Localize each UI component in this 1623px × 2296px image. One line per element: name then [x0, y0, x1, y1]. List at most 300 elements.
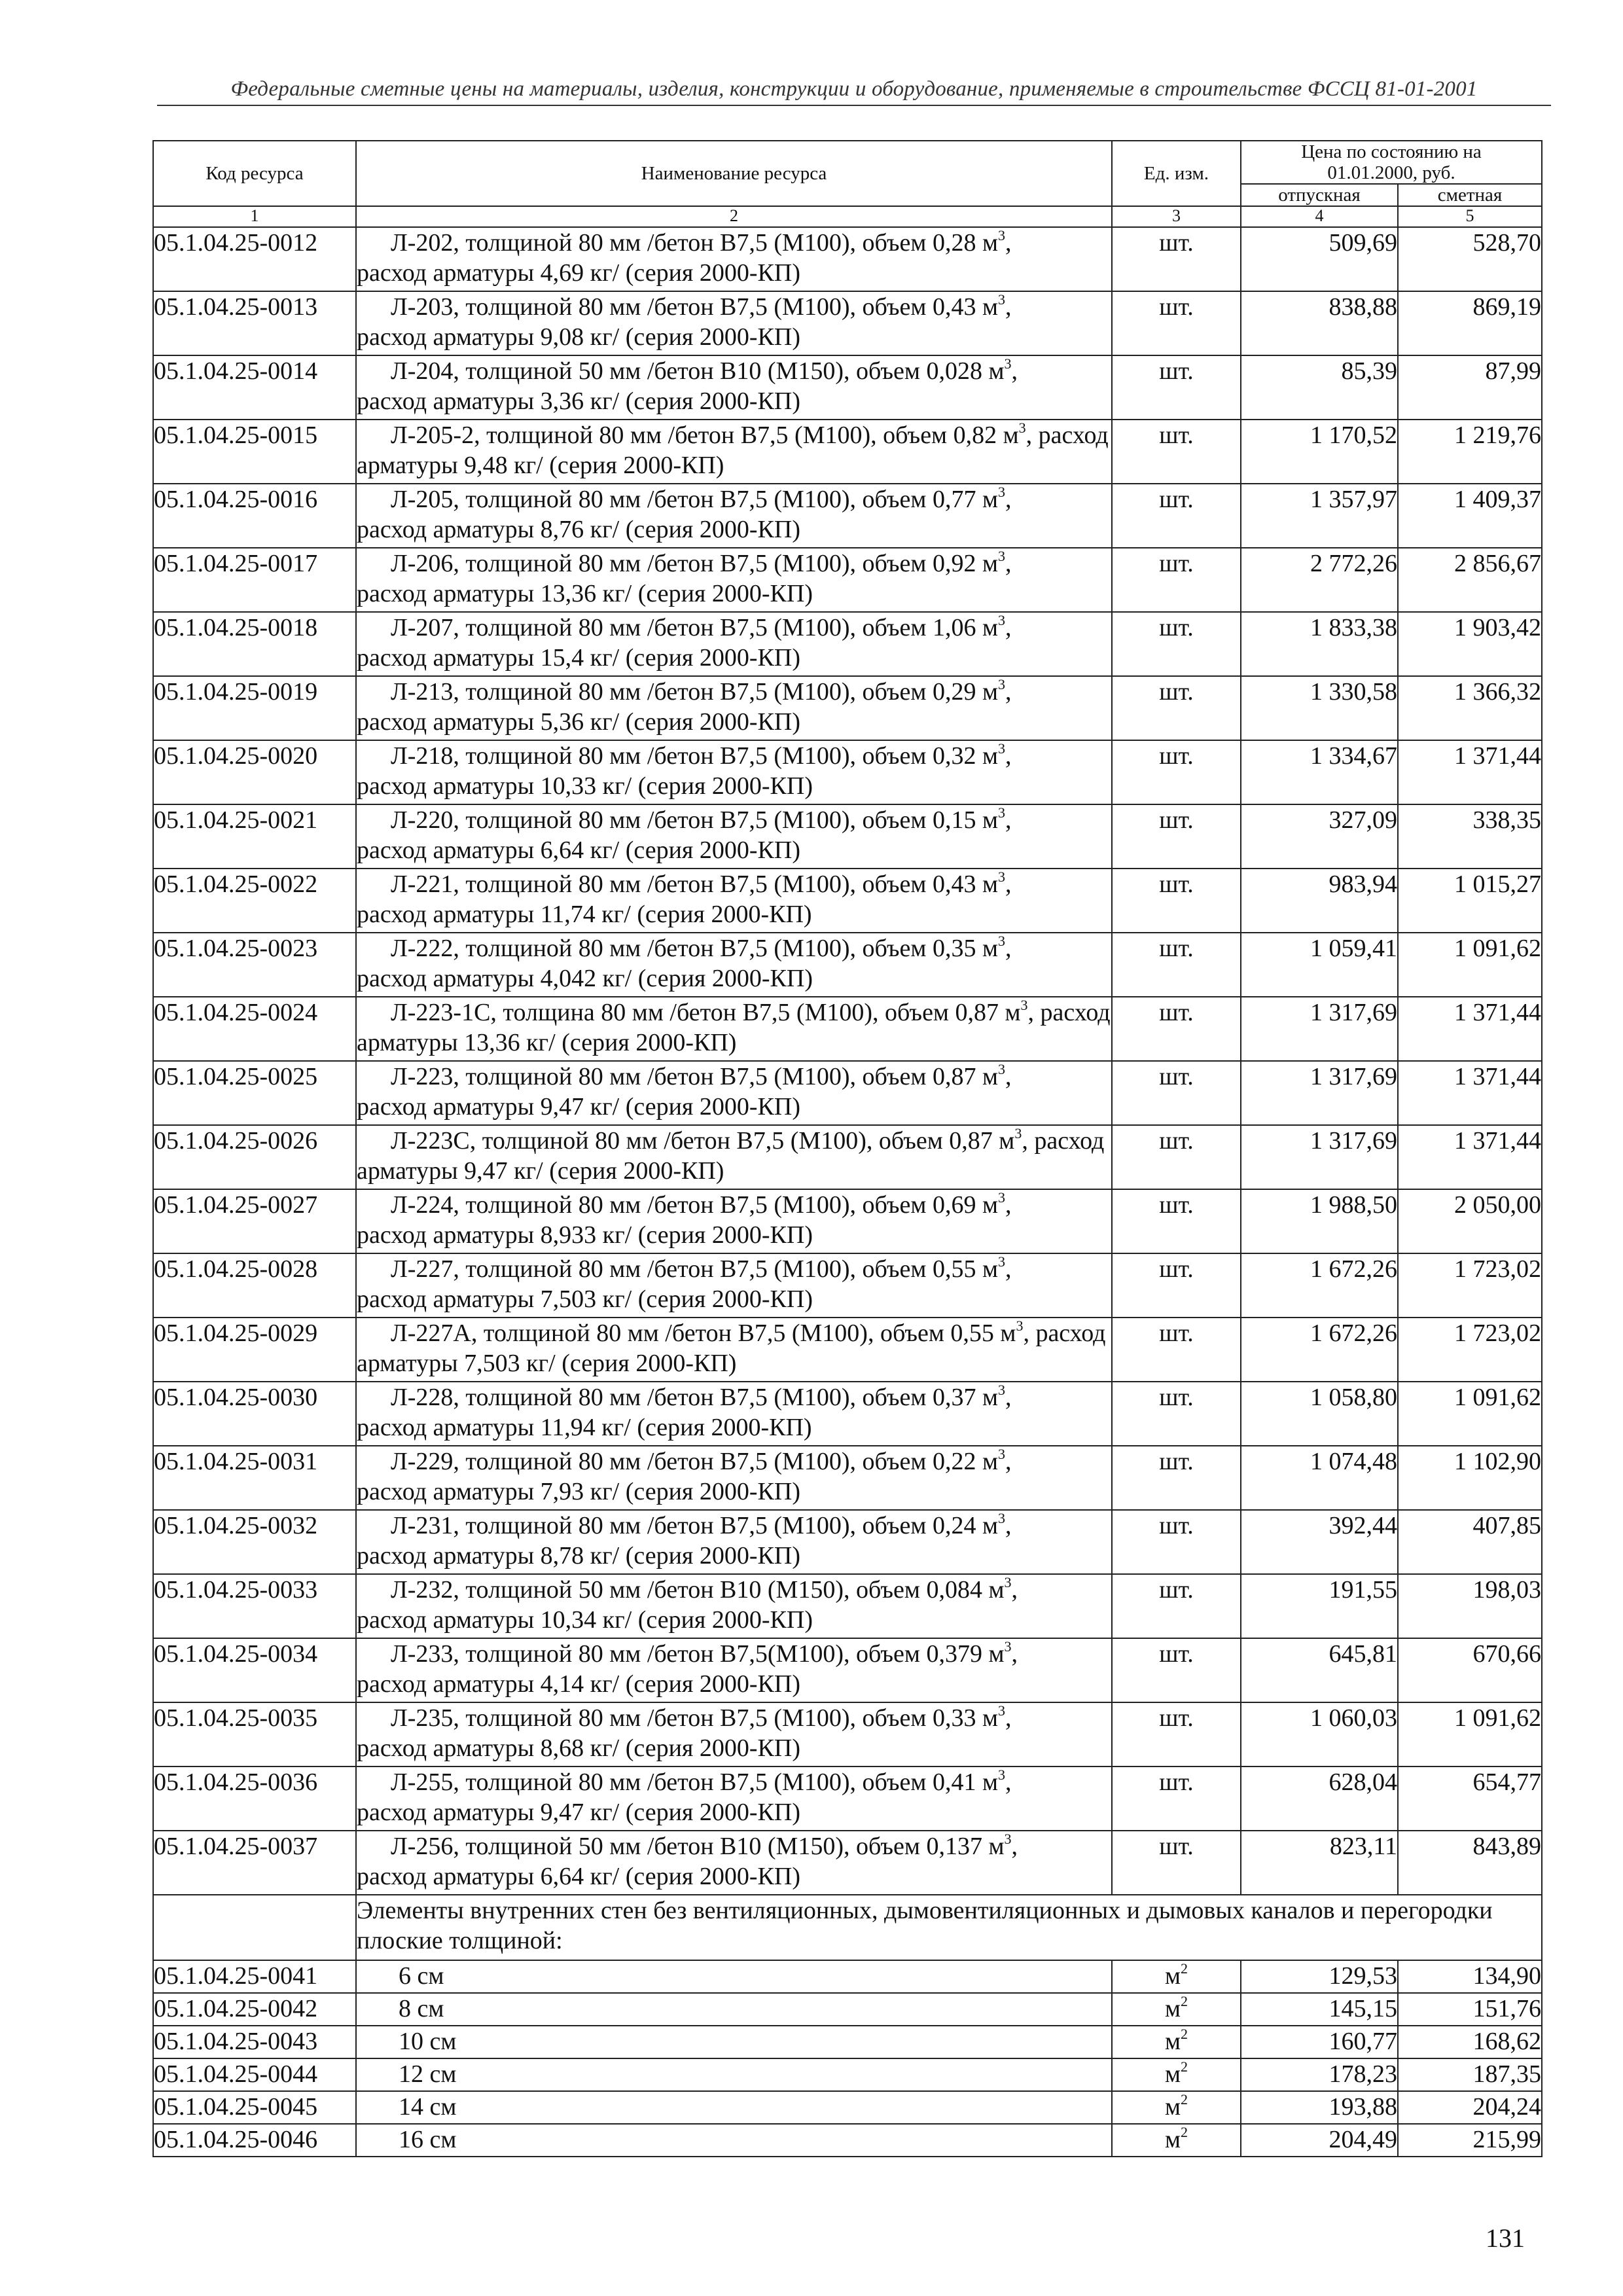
resource-name-part: Л-227А, толщиной 80 мм /бетон В7,5 (М100), объем 0,55 м: [391, 1319, 1016, 1347]
unit-of-measure: шт.: [1112, 804, 1241, 869]
resource-name: [356, 484, 1112, 548]
resource-name-part: Л-207, толщиной 80 мм /бетон В7,5 (М100), объем 1,06 м: [391, 614, 998, 641]
resource-code: 05.1.04.25-0034: [153, 1638, 356, 1702]
running-title: Федеральные сметные цены на материалы, изделия, конструкции и оборудование, применяемые в строительстве ФССЦ 81-01-2001: [230, 77, 1478, 101]
resource-name-part: Л-222, толщиной 80 мм /бетон В7,5 (М100), объем 0,35 м: [391, 935, 998, 962]
resource-name: [356, 1446, 1112, 1510]
table-row: [153, 804, 1542, 869]
price-rows: [153, 227, 1542, 2157]
resource-code: 05.1.04.25-0019: [153, 676, 356, 740]
unit-text: м: [1164, 2028, 1181, 2055]
resource-name: 14 см: [356, 2091, 1112, 2124]
superscript: 3: [998, 804, 1005, 821]
resource-name-part: расход арматуры 7,93 кг/ (серия 2000-КП): [357, 1478, 800, 1505]
superscript: 3: [998, 1446, 1005, 1463]
price-release: 1 988,50: [1241, 1189, 1398, 1253]
price-estimate: 869,19: [1398, 291, 1542, 355]
unit-of-measure: шт.: [1112, 1125, 1241, 1189]
price-release: 193,88: [1241, 2091, 1398, 2124]
table-row: [153, 2091, 1542, 2124]
price-release: 628,04: [1241, 1767, 1398, 1831]
resource-code: 05.1.04.25-0030: [153, 1382, 356, 1446]
resource-name-part: ,: [1011, 1640, 1018, 1668]
price-estimate: 528,70: [1398, 227, 1542, 291]
unit-of-measure: шт.: [1112, 1638, 1241, 1702]
resource-name-part: Л-235, толщиной 80 мм /бетон В7,5 (М100), объем 0,33 м: [391, 1704, 998, 1732]
unit-of-measure: шт.: [1112, 997, 1241, 1061]
superscript: 3: [998, 1061, 1005, 1078]
resource-name-part: Л-205-2, толщиной 80 мм /бетон В7,5 (М100), объем 0,82 м: [391, 422, 1019, 449]
superscript: 3: [998, 227, 1005, 244]
unit-of-measure: [1112, 2026, 1241, 2058]
resource-name-part: расход арматуры 7,503 кг/ (серия 2000-КП): [357, 1285, 813, 1313]
resource-name-part: расход арматуры 3,36 кг/ (серия 2000-КП): [357, 387, 800, 415]
superscript: 2: [1181, 2026, 1188, 2043]
resource-name: [356, 1767, 1112, 1831]
resource-name-part: ,: [1005, 1768, 1012, 1796]
resource-name: 16 см: [356, 2124, 1112, 2157]
resource-code: 05.1.04.25-0041: [153, 1960, 356, 1993]
resource-name-part: расход арматуры 8,933 кг/ (серия 2000-КП): [357, 1221, 813, 1249]
resource-name-part: Л-255, толщиной 80 мм /бетон В7,5 (М100), объем 0,41 м: [391, 1768, 998, 1796]
resource-name: [356, 804, 1112, 869]
resource-name-part: ,: [1005, 486, 1012, 513]
resource-name: [356, 1831, 1112, 1895]
resource-name-part: Л-221, толщиной 80 мм /бетон В7,5 (М100), объем 0,43 м: [391, 870, 998, 898]
group-heading: Элементы внутренних стен без вентиляционных, дымовентиляционных и дымовых каналов и перегородки плоские толщиной:: [356, 1895, 1542, 1960]
resource-code: 05.1.04.25-0032: [153, 1510, 356, 1574]
resource-code: 05.1.04.25-0025: [153, 1061, 356, 1125]
group-heading-row: [153, 1895, 1542, 1960]
resource-name: [356, 1189, 1112, 1253]
unit-of-measure: шт.: [1112, 420, 1241, 484]
resource-name-part: ,: [1005, 1512, 1012, 1539]
resource-name-part: ,: [1005, 1704, 1012, 1732]
resource-name-part: Л-206, толщиной 80 мм /бетон В7,5 (М100), объем 0,92 м: [391, 550, 998, 577]
price-estimate: 87,99: [1398, 355, 1542, 420]
resource-name-part: расход арматуры 8,68 кг/ (серия 2000-КП): [357, 1734, 800, 1762]
price-release: 85,39: [1241, 355, 1398, 420]
price-estimate: 1 409,37: [1398, 484, 1542, 548]
unit-of-measure: шт.: [1112, 740, 1241, 804]
resource-name: [356, 548, 1112, 612]
resource-name-part: Л-218, толщиной 80 мм /бетон В7,5 (М100), объем 0,32 м: [391, 742, 998, 770]
superscript: 2: [1181, 2091, 1188, 2108]
price-release: 1 058,80: [1241, 1382, 1398, 1446]
table-row: [153, 420, 1542, 484]
resource-name: [356, 1382, 1112, 1446]
table-row: [153, 1638, 1542, 1702]
resource-name: [356, 291, 1112, 355]
resource-code: 05.1.04.25-0021: [153, 804, 356, 869]
table-row: [153, 1574, 1542, 1638]
price-estimate: 1 219,76: [1398, 420, 1542, 484]
unit-of-measure: шт.: [1112, 484, 1241, 548]
price-release: 1 330,58: [1241, 676, 1398, 740]
header-price-group: Цена по состоянию на 01.01.2000, руб.: [1241, 141, 1542, 184]
resource-name-part: Л-233, толщиной 80 мм /бетон В7,5(М100), объем 0,379 м: [391, 1640, 1005, 1668]
unit-of-measure: шт.: [1112, 355, 1241, 420]
column-number: 4: [1241, 206, 1398, 227]
unit-of-measure: шт.: [1112, 1382, 1241, 1446]
resource-code: 05.1.04.25-0046: [153, 2124, 356, 2157]
price-release: 838,88: [1241, 291, 1398, 355]
resource-name-part: ,: [1005, 1191, 1012, 1219]
resource-name-part: Л-232, толщиной 50 мм /бетон В10 (М150), объем 0,084 м: [391, 1576, 1005, 1604]
resource-name-part: ,: [1005, 1255, 1012, 1283]
superscript: 3: [1014, 1125, 1022, 1142]
unit-of-measure: шт.: [1112, 612, 1241, 676]
unit-of-measure: шт.: [1112, 933, 1241, 997]
resource-name-part: расход арматуры 10,33 кг/ (серия 2000-КП): [357, 772, 813, 800]
price-estimate: 2 050,00: [1398, 1189, 1542, 1253]
price-estimate: 1 366,32: [1398, 676, 1542, 740]
table-row: [153, 869, 1542, 933]
resource-name-part: ,: [1011, 1833, 1018, 1860]
price-estimate: 1 102,90: [1398, 1446, 1542, 1510]
price-estimate: 1 723,02: [1398, 1253, 1542, 1318]
resource-name: [356, 227, 1112, 291]
unit-text: м: [1164, 2093, 1181, 2121]
resource-name-part: расход арматуры 6,64 кг/ (серия 2000-КП): [357, 836, 800, 864]
resource-name-part: Л-220, толщиной 80 мм /бетон В7,5 (М100), объем 0,15 м: [391, 806, 998, 834]
price-release: 1 833,38: [1241, 612, 1398, 676]
resource-name-part: Л-205, толщиной 80 мм /бетон В7,5 (М100), объем 0,77 м: [391, 486, 998, 513]
price-estimate: 843,89: [1398, 1831, 1542, 1895]
price-estimate: 670,66: [1398, 1638, 1542, 1702]
price-estimate: 654,77: [1398, 1767, 1542, 1831]
resource-name-part: расход арматуры 9,47 кг/ (серия 2000-КП): [357, 1799, 800, 1826]
table-row: [153, 2058, 1542, 2091]
unit-of-measure: [1112, 2091, 1241, 2124]
price-release: 1 672,26: [1241, 1318, 1398, 1382]
price-estimate: 168,62: [1398, 2026, 1542, 2058]
resource-code: 05.1.04.25-0013: [153, 291, 356, 355]
superscript: 3: [998, 612, 1005, 629]
table-row: [153, 227, 1542, 291]
price-estimate: 187,35: [1398, 2058, 1542, 2091]
superscript: 3: [1016, 1318, 1024, 1335]
resource-name-part: Л-223-1С, толщина 80 мм /бетон В7,5 (М100), объем 0,87 м: [391, 999, 1021, 1026]
unit-of-measure: шт.: [1112, 227, 1241, 291]
price-release: 1 059,41: [1241, 933, 1398, 997]
price-estimate: 1 371,44: [1398, 740, 1542, 804]
resource-name-part: , расход арматуры 9,47 кг/ (серия 2000-КП): [357, 1127, 1105, 1185]
resource-name-part: Л-223, толщиной 80 мм /бетон В7,5 (М100), объем 0,87 м: [391, 1063, 998, 1090]
price-release: 1 317,69: [1241, 1061, 1398, 1125]
resource-code: 05.1.04.25-0033: [153, 1574, 356, 1638]
resource-name-part: ,: [1005, 550, 1012, 577]
unit-of-measure: шт.: [1112, 548, 1241, 612]
superscript: 3: [998, 869, 1005, 886]
resource-name-part: ,: [1011, 1576, 1018, 1604]
resource-name-part: ,: [1005, 742, 1012, 770]
unit-of-measure: шт.: [1112, 1702, 1241, 1767]
resource-code: 05.1.04.25-0045: [153, 2091, 356, 2124]
price-estimate: 1 371,44: [1398, 997, 1542, 1061]
table-row: [153, 355, 1542, 420]
superscript: 3: [998, 291, 1005, 308]
resource-code: 05.1.04.25-0031: [153, 1446, 356, 1510]
resource-name-part: расход арматуры 11,94 кг/ (серия 2000-КП): [357, 1414, 812, 1441]
price-estimate: 134,90: [1398, 1960, 1542, 1993]
table-row: [153, 1253, 1542, 1318]
table-row: [153, 1189, 1542, 1253]
resource-name-part: ,: [1005, 806, 1012, 834]
unit-of-measure: шт.: [1112, 1831, 1241, 1895]
resource-code: 05.1.04.25-0037: [153, 1831, 356, 1895]
price-release: 1 317,69: [1241, 1125, 1398, 1189]
table-row: [153, 1510, 1542, 1574]
table-row: [153, 1446, 1542, 1510]
resource-name-part: расход арматуры 4,042 кг/ (серия 2000-КП): [357, 965, 813, 992]
header-price-estimate: сметная: [1398, 184, 1542, 206]
column-number: 2: [356, 206, 1112, 227]
unit-of-measure: шт.: [1112, 1061, 1241, 1125]
resource-name-part: ,: [1005, 293, 1012, 321]
resource-name-part: расход арматуры 11,74 кг/ (серия 2000-КП): [357, 901, 812, 928]
table-row: [153, 1318, 1542, 1382]
price-estimate: 215,99: [1398, 2124, 1542, 2157]
price-release: 2 772,26: [1241, 548, 1398, 612]
resource-name-part: , расход арматуры 9,48 кг/ (серия 2000-КП): [357, 422, 1109, 479]
table-row: [153, 740, 1542, 804]
header-divider: [157, 105, 1551, 106]
header-name: Наименование ресурса: [356, 141, 1112, 206]
superscript: 3: [998, 1253, 1005, 1270]
superscript: 2: [1181, 1960, 1188, 1977]
unit-of-measure: шт.: [1112, 1767, 1241, 1831]
resource-name-part: расход арматуры 9,08 кг/ (серия 2000-КП): [357, 323, 800, 351]
resource-name-part: расход арматуры 10,34 кг/ (серия 2000-КП): [357, 1606, 813, 1634]
superscript: 3: [1004, 1574, 1012, 1591]
resource-name-part: Л-202, толщиной 80 мм /бетон В7,5 (М100), объем 0,28 м: [391, 229, 998, 257]
resource-code: 05.1.04.25-0042: [153, 1993, 356, 2026]
header-code: Код ресурса: [153, 141, 356, 206]
unit-of-measure: шт.: [1112, 1574, 1241, 1638]
table-row: [153, 997, 1542, 1061]
resource-name-part: Л-256, толщиной 50 мм /бетон В10 (М150), объем 0,137 м: [391, 1833, 1005, 1860]
resource-code: 05.1.04.25-0012: [153, 227, 356, 291]
resource-name: [356, 1125, 1112, 1189]
resource-name: [356, 1574, 1112, 1638]
table-row: [153, 1125, 1542, 1189]
unit-text: м: [1164, 2126, 1181, 2153]
table-row: [153, 548, 1542, 612]
unit-text: м: [1164, 1995, 1181, 2022]
resource-code: 05.1.04.25-0026: [153, 1125, 356, 1189]
unit-of-measure: шт.: [1112, 1189, 1241, 1253]
table-row: [153, 2124, 1542, 2157]
resource-name-part: расход арматуры 4,14 кг/ (серия 2000-КП): [357, 1670, 800, 1698]
column-numbers-row: [153, 206, 1542, 227]
superscript: 3: [998, 740, 1005, 757]
resource-name-part: расход арматуры 15,4 кг/ (серия 2000-КП): [357, 644, 800, 672]
resource-code: 05.1.04.25-0018: [153, 612, 356, 676]
price-release: 1 060,03: [1241, 1702, 1398, 1767]
table-row: [153, 1702, 1542, 1767]
superscript: 3: [1020, 997, 1028, 1014]
price-estimate: 1 371,44: [1398, 1061, 1542, 1125]
table-row: [153, 1061, 1542, 1125]
resource-name: [356, 1702, 1112, 1767]
price-estimate: 198,03: [1398, 1574, 1542, 1638]
resource-name: [356, 1061, 1112, 1125]
table-row: [153, 676, 1542, 740]
resource-name: [356, 869, 1112, 933]
price-estimate: 1 723,02: [1398, 1318, 1542, 1382]
price-release: 145,15: [1241, 1993, 1398, 2026]
resource-code: 05.1.04.25-0023: [153, 933, 356, 997]
unit-of-measure: [1112, 2058, 1241, 2091]
price-release: 1 672,26: [1241, 1253, 1398, 1318]
price-estimate: 1 091,62: [1398, 1382, 1542, 1446]
table-row: [153, 1993, 1542, 2026]
resource-code: 05.1.04.25-0015: [153, 420, 356, 484]
price-release: 327,09: [1241, 804, 1398, 869]
unit-of-measure: шт.: [1112, 1510, 1241, 1574]
resource-name-part: Л-223С, толщиной 80 мм /бетон В7,5 (М100), объем 0,87 м: [391, 1127, 1015, 1155]
superscript: 3: [998, 548, 1005, 565]
resource-name-part: ,: [1005, 229, 1012, 257]
column-number: 3: [1112, 206, 1241, 227]
resource-name: [356, 740, 1112, 804]
table-row: [153, 1831, 1542, 1895]
table-row: [153, 612, 1542, 676]
price-release: 129,53: [1241, 1960, 1398, 1993]
resource-name-part: ,: [1005, 935, 1012, 962]
unit-of-measure: шт.: [1112, 1253, 1241, 1318]
resource-name: [356, 676, 1112, 740]
resource-code: 05.1.04.25-0043: [153, 2026, 356, 2058]
table-row: [153, 1767, 1542, 1831]
resource-code: 05.1.04.25-0017: [153, 548, 356, 612]
resource-name-part: ,: [1011, 357, 1018, 385]
price-release: 645,81: [1241, 1638, 1398, 1702]
price-release: 191,55: [1241, 1574, 1398, 1638]
resource-name-part: Л-227, толщиной 80 мм /бетон В7,5 (М100), объем 0,55 м: [391, 1255, 998, 1283]
unit-text: м: [1164, 2060, 1181, 2088]
resource-name-part: расход арматуры 4,69 кг/ (серия 2000-КП): [357, 259, 800, 287]
price-release: 1 334,67: [1241, 740, 1398, 804]
resource-name: [356, 355, 1112, 420]
resource-name-part: Л-231, толщиной 80 мм /бетон В7,5 (М100), объем 0,24 м: [391, 1512, 998, 1539]
price-estimate: 1 091,62: [1398, 933, 1542, 997]
unit-of-measure: шт.: [1112, 1318, 1241, 1382]
resource-name: 10 см: [356, 2026, 1112, 2058]
column-number: 5: [1398, 206, 1542, 227]
price-estimate: 1 371,44: [1398, 1125, 1542, 1189]
unit-of-measure: шт.: [1112, 291, 1241, 355]
resource-name-part: расход арматуры 5,36 кг/ (серия 2000-КП): [357, 708, 800, 736]
price-release: 1 170,52: [1241, 420, 1398, 484]
resource-code: 05.1.04.25-0022: [153, 869, 356, 933]
superscript: 3: [998, 933, 1005, 950]
superscript: 3: [998, 1382, 1005, 1399]
resource-name-part: , расход арматуры 7,503 кг/ (серия 2000-КП): [357, 1319, 1106, 1377]
resource-name-part: ,: [1005, 1448, 1012, 1475]
table-row: [153, 2026, 1542, 2058]
resource-code: 05.1.04.25-0044: [153, 2058, 356, 2091]
resource-name: [356, 1638, 1112, 1702]
unit-of-measure: [1112, 2124, 1241, 2157]
resource-code: 05.1.04.25-0020: [153, 740, 356, 804]
resource-name: 12 см: [356, 2058, 1112, 2091]
superscript: 2: [1181, 2058, 1188, 2075]
empty-cell: [153, 1895, 356, 1960]
resource-name: [356, 612, 1112, 676]
resource-name: 8 см: [356, 1993, 1112, 2026]
price-estimate: 1 091,62: [1398, 1702, 1542, 1767]
price-release: 509,69: [1241, 227, 1398, 291]
price-estimate: 204,24: [1398, 2091, 1542, 2124]
resource-name-part: Л-204, толщиной 50 мм /бетон В10 (М150), объем 0,028 м: [391, 357, 1005, 385]
price-release: 160,77: [1241, 2026, 1398, 2058]
resource-name: [356, 1510, 1112, 1574]
superscript: 3: [1018, 420, 1026, 437]
superscript: 3: [1004, 1638, 1012, 1655]
resource-name-part: Л-224, толщиной 80 мм /бетон В7,5 (М100), объем 0,69 м: [391, 1191, 998, 1219]
price-release: 823,11: [1241, 1831, 1398, 1895]
resource-name-part: Л-229, толщиной 80 мм /бетон В7,5 (М100), объем 0,22 м: [391, 1448, 998, 1475]
resource-name-part: , расход арматуры 13,36 кг/ (серия 2000-КП): [357, 999, 1111, 1056]
superscript: 3: [998, 484, 1005, 501]
table-row: [153, 1382, 1542, 1446]
price-release: 178,23: [1241, 2058, 1398, 2091]
price-estimate: 2 856,67: [1398, 548, 1542, 612]
header-unit: Ед. изм.: [1112, 141, 1241, 206]
unit-of-measure: шт.: [1112, 869, 1241, 933]
superscript: 2: [1181, 2124, 1188, 2141]
resource-name-part: расход арматуры 8,76 кг/ (серия 2000-КП): [357, 516, 800, 543]
resource-name-part: расход арматуры 6,64 кг/ (серия 2000-КП): [357, 1863, 800, 1890]
price-release: 1 357,97: [1241, 484, 1398, 548]
resource-name-part: ,: [1005, 870, 1012, 898]
resource-name: [356, 1318, 1112, 1382]
table-row: [153, 291, 1542, 355]
resource-code: 05.1.04.25-0035: [153, 1702, 356, 1767]
superscript: 3: [998, 1189, 1005, 1206]
resource-name-part: расход арматуры 13,36 кг/ (серия 2000-КП): [357, 580, 813, 607]
unit-of-measure: [1112, 1960, 1241, 1993]
table-row: [153, 933, 1542, 997]
superscript: 3: [998, 1510, 1005, 1527]
price-estimate: 1 903,42: [1398, 612, 1542, 676]
resource-name-part: ,: [1005, 1063, 1012, 1090]
price-estimate: 1 015,27: [1398, 869, 1542, 933]
column-number: 1: [153, 206, 356, 227]
price-release: 204,49: [1241, 2124, 1398, 2157]
resource-name-part: ,: [1005, 614, 1012, 641]
resource-name-part: ,: [1005, 1384, 1012, 1411]
resource-name: [356, 997, 1112, 1061]
unit-text: м: [1164, 1962, 1181, 1990]
resource-name-part: расход арматуры 8,78 кг/ (серия 2000-КП): [357, 1542, 800, 1570]
resource-name-part: Л-203, толщиной 80 мм /бетон В7,5 (М100), объем 0,43 м: [391, 293, 998, 321]
superscript: 3: [1004, 1831, 1012, 1848]
resource-name-part: Л-213, толщиной 80 мм /бетон В7,5 (М100), объем 0,29 м: [391, 678, 998, 706]
unit-of-measure: [1112, 1993, 1241, 2026]
price-release: 392,44: [1241, 1510, 1398, 1574]
table-row: [153, 1960, 1542, 1993]
price-release: 983,94: [1241, 869, 1398, 933]
resource-code: 05.1.04.25-0029: [153, 1318, 356, 1382]
resource-code: 05.1.04.25-0036: [153, 1767, 356, 1831]
resource-name: [356, 933, 1112, 997]
superscript: 2: [1181, 1993, 1188, 2010]
price-estimate: 338,35: [1398, 804, 1542, 869]
table-row: [153, 484, 1542, 548]
